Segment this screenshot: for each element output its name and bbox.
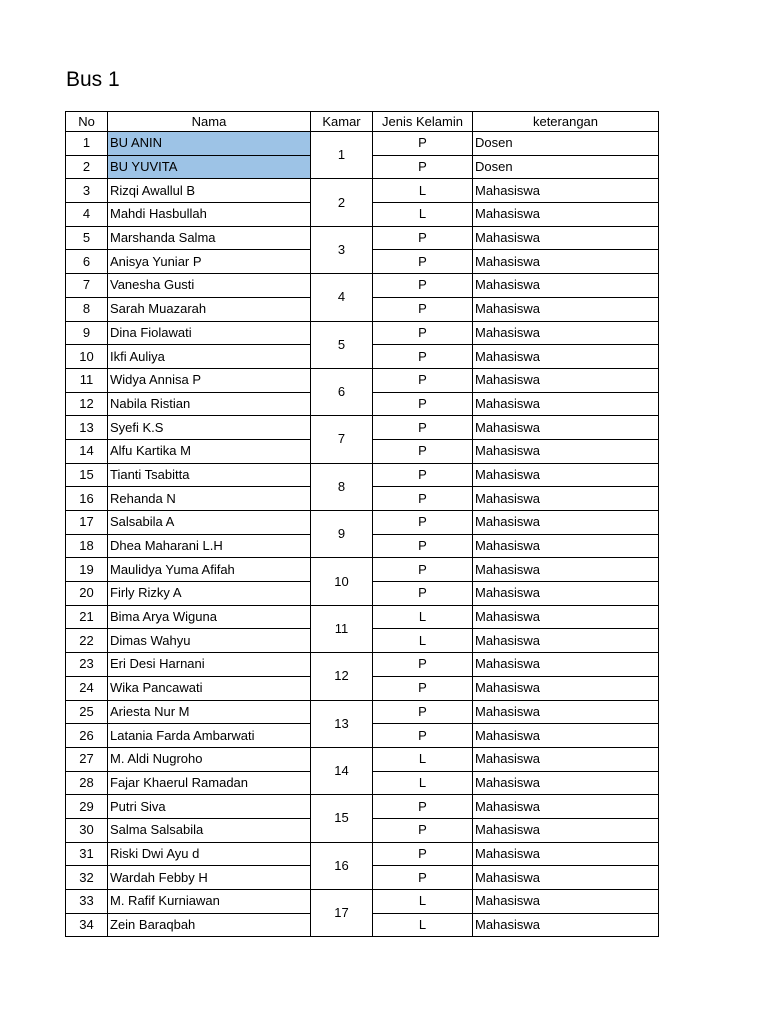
cell-jenis-kelamin: P (373, 297, 473, 321)
header-nama: Nama (108, 112, 311, 132)
cell-keterangan: Mahasiswa (473, 913, 659, 937)
cell-no: 30 (66, 818, 108, 842)
header-jenis-kelamin: Jenis Kelamin (373, 112, 473, 132)
cell-no: 29 (66, 795, 108, 819)
cell-keterangan: Mahasiswa (473, 653, 659, 677)
cell-keterangan: Mahasiswa (473, 582, 659, 606)
cell-keterangan: Mahasiswa (473, 274, 659, 298)
cell-keterangan: Mahasiswa (473, 297, 659, 321)
cell-no: 10 (66, 345, 108, 369)
header-keterangan: keterangan (473, 112, 659, 132)
table-row (66, 795, 659, 819)
cell-jenis-kelamin: P (373, 511, 473, 535)
cell-keterangan: Mahasiswa (473, 345, 659, 369)
table-row (66, 321, 659, 345)
cell-no: 17 (66, 511, 108, 535)
cell-nama: Ariesta Nur M (108, 700, 311, 724)
cell-no: 24 (66, 676, 108, 700)
page-title: Bus 1 (66, 68, 120, 91)
cell-kamar: 3 (311, 226, 373, 273)
cell-keterangan: Mahasiswa (473, 676, 659, 700)
cell-keterangan: Mahasiswa (473, 842, 659, 866)
cell-no: 15 (66, 463, 108, 487)
cell-jenis-kelamin: P (373, 534, 473, 558)
cell-nama: Mahdi Hasbullah (108, 203, 311, 227)
cell-no: 23 (66, 653, 108, 677)
cell-no: 20 (66, 582, 108, 606)
cell-keterangan: Mahasiswa (473, 771, 659, 795)
cell-jenis-kelamin: P (373, 132, 473, 156)
cell-no: 13 (66, 416, 108, 440)
cell-no: 19 (66, 558, 108, 582)
cell-nama: Salma Salsabila (108, 818, 311, 842)
cell-jenis-kelamin: P (373, 842, 473, 866)
cell-no: 3 (66, 179, 108, 203)
cell-keterangan: Mahasiswa (473, 558, 659, 582)
cell-no: 21 (66, 605, 108, 629)
cell-kamar: 10 (311, 558, 373, 605)
cell-keterangan: Mahasiswa (473, 700, 659, 724)
cell-keterangan: Mahasiswa (473, 321, 659, 345)
cell-kamar: 9 (311, 511, 373, 558)
cell-nama: Firly Rizky A (108, 582, 311, 606)
cell-jenis-kelamin: L (373, 179, 473, 203)
table-row (66, 558, 659, 582)
cell-keterangan: Mahasiswa (473, 724, 659, 748)
table-row (66, 890, 659, 914)
cell-nama: Riski Dwi Ayu d (108, 842, 311, 866)
cell-no: 2 (66, 155, 108, 179)
cell-jenis-kelamin: P (373, 321, 473, 345)
cell-kamar: 16 (311, 842, 373, 889)
cell-keterangan: Mahasiswa (473, 250, 659, 274)
cell-kamar: 1 (311, 132, 373, 179)
cell-jenis-kelamin: P (373, 653, 473, 677)
cell-jenis-kelamin: P (373, 487, 473, 511)
cell-jenis-kelamin: L (373, 605, 473, 629)
cell-jenis-kelamin: P (373, 795, 473, 819)
cell-no: 11 (66, 368, 108, 392)
table-row (66, 653, 659, 677)
cell-nama: Zein Baraqbah (108, 913, 311, 937)
cell-no: 25 (66, 700, 108, 724)
table-row (66, 511, 659, 535)
cell-nama: Tianti Tsabitta (108, 463, 311, 487)
cell-kamar: 12 (311, 653, 373, 700)
cell-nama: Sarah Muazarah (108, 297, 311, 321)
table-row (66, 274, 659, 298)
cell-jenis-kelamin: P (373, 463, 473, 487)
table-row (66, 416, 659, 440)
cell-no: 6 (66, 250, 108, 274)
cell-jenis-kelamin: L (373, 629, 473, 653)
cell-jenis-kelamin: L (373, 203, 473, 227)
cell-jenis-kelamin: P (373, 155, 473, 179)
cell-kamar: 5 (311, 321, 373, 368)
cell-no: 27 (66, 747, 108, 771)
cell-keterangan: Mahasiswa (473, 179, 659, 203)
cell-jenis-kelamin: P (373, 416, 473, 440)
cell-no: 22 (66, 629, 108, 653)
cell-nama: BU ANIN (108, 132, 311, 156)
cell-no: 26 (66, 724, 108, 748)
cell-no: 31 (66, 842, 108, 866)
table-row (66, 842, 659, 866)
cell-keterangan: Dosen (473, 132, 659, 156)
cell-no: 16 (66, 487, 108, 511)
cell-jenis-kelamin: L (373, 747, 473, 771)
cell-kamar: 13 (311, 700, 373, 747)
cell-nama: Putri Siva (108, 795, 311, 819)
cell-nama: M. Rafif Kurniawan (108, 890, 311, 914)
cell-no: 5 (66, 226, 108, 250)
cell-jenis-kelamin: P (373, 250, 473, 274)
cell-nama: Vanesha Gusti (108, 274, 311, 298)
cell-jenis-kelamin: P (373, 818, 473, 842)
cell-no: 4 (66, 203, 108, 227)
cell-nama: Maulidya Yuma Afifah (108, 558, 311, 582)
cell-nama: Anisya Yuniar P (108, 250, 311, 274)
cell-jenis-kelamin: P (373, 226, 473, 250)
cell-keterangan: Mahasiswa (473, 392, 659, 416)
cell-nama: Syefi K.S (108, 416, 311, 440)
cell-no: 18 (66, 534, 108, 558)
cell-nama: Alfu Kartika M (108, 439, 311, 463)
cell-no: 28 (66, 771, 108, 795)
cell-no: 7 (66, 274, 108, 298)
cell-nama: BU YUVITA (108, 155, 311, 179)
cell-nama: Nabila Ristian (108, 392, 311, 416)
cell-keterangan: Mahasiswa (473, 605, 659, 629)
cell-nama: Fajar Khaerul Ramadan (108, 771, 311, 795)
cell-keterangan: Mahasiswa (473, 203, 659, 227)
cell-nama: Dimas Wahyu (108, 629, 311, 653)
cell-keterangan: Mahasiswa (473, 368, 659, 392)
cell-kamar: 17 (311, 890, 373, 937)
cell-keterangan: Mahasiswa (473, 890, 659, 914)
cell-kamar: 14 (311, 747, 373, 794)
cell-no: 1 (66, 132, 108, 156)
cell-kamar: 6 (311, 368, 373, 415)
cell-nama: Salsabila A (108, 511, 311, 535)
cell-jenis-kelamin: P (373, 582, 473, 606)
cell-nama: Bima Arya Wiguna (108, 605, 311, 629)
cell-keterangan: Mahasiswa (473, 747, 659, 771)
table-row (66, 605, 659, 629)
cell-kamar: 15 (311, 795, 373, 842)
cell-nama: Rehanda N (108, 487, 311, 511)
cell-nama: Eri Desi Harnani (108, 653, 311, 677)
cell-keterangan: Mahasiswa (473, 534, 659, 558)
cell-jenis-kelamin: P (373, 724, 473, 748)
cell-keterangan: Mahasiswa (473, 511, 659, 535)
header-no: No (66, 112, 108, 132)
cell-keterangan: Mahasiswa (473, 439, 659, 463)
table-row (66, 700, 659, 724)
cell-jenis-kelamin: P (373, 274, 473, 298)
cell-jenis-kelamin: P (373, 368, 473, 392)
cell-nama: Ikfi Auliya (108, 345, 311, 369)
cell-nama: Rizqi Awallul B (108, 179, 311, 203)
cell-jenis-kelamin: P (373, 392, 473, 416)
cell-kamar: 7 (311, 416, 373, 463)
table-header-row (66, 112, 659, 132)
cell-nama: Latania Farda Ambarwati (108, 724, 311, 748)
cell-keterangan: Mahasiswa (473, 226, 659, 250)
cell-nama: Wika Pancawati (108, 676, 311, 700)
cell-no: 34 (66, 913, 108, 937)
cell-kamar: 8 (311, 463, 373, 510)
bus-roster-table (65, 111, 659, 937)
cell-jenis-kelamin: L (373, 913, 473, 937)
cell-no: 33 (66, 890, 108, 914)
table-row (66, 132, 659, 156)
table-row (66, 179, 659, 203)
table-row (66, 226, 659, 250)
cell-kamar: 11 (311, 605, 373, 652)
cell-keterangan: Dosen (473, 155, 659, 179)
cell-no: 14 (66, 439, 108, 463)
cell-jenis-kelamin: L (373, 771, 473, 795)
cell-nama: Marshanda Salma (108, 226, 311, 250)
cell-nama: M. Aldi Nugroho (108, 747, 311, 771)
cell-nama: Dhea Maharani L.H (108, 534, 311, 558)
cell-keterangan: Mahasiswa (473, 818, 659, 842)
cell-keterangan: Mahasiswa (473, 463, 659, 487)
cell-nama: Wardah Febby H (108, 866, 311, 890)
table-row (66, 747, 659, 771)
table-row (66, 368, 659, 392)
table-row (66, 463, 659, 487)
cell-jenis-kelamin: P (373, 439, 473, 463)
cell-keterangan: Mahasiswa (473, 487, 659, 511)
cell-keterangan: Mahasiswa (473, 629, 659, 653)
header-kamar: Kamar (311, 112, 373, 132)
cell-kamar: 4 (311, 274, 373, 321)
cell-jenis-kelamin: P (373, 700, 473, 724)
cell-jenis-kelamin: P (373, 558, 473, 582)
cell-nama: Widya Annisa P (108, 368, 311, 392)
cell-jenis-kelamin: P (373, 866, 473, 890)
cell-no: 32 (66, 866, 108, 890)
cell-jenis-kelamin: P (373, 345, 473, 369)
cell-no: 9 (66, 321, 108, 345)
cell-no: 12 (66, 392, 108, 416)
cell-keterangan: Mahasiswa (473, 416, 659, 440)
cell-no: 8 (66, 297, 108, 321)
cell-nama: Dina Fiolawati (108, 321, 311, 345)
cell-kamar: 2 (311, 179, 373, 226)
cell-keterangan: Mahasiswa (473, 795, 659, 819)
table-body (66, 132, 659, 937)
cell-jenis-kelamin: L (373, 890, 473, 914)
cell-keterangan: Mahasiswa (473, 866, 659, 890)
cell-jenis-kelamin: P (373, 676, 473, 700)
